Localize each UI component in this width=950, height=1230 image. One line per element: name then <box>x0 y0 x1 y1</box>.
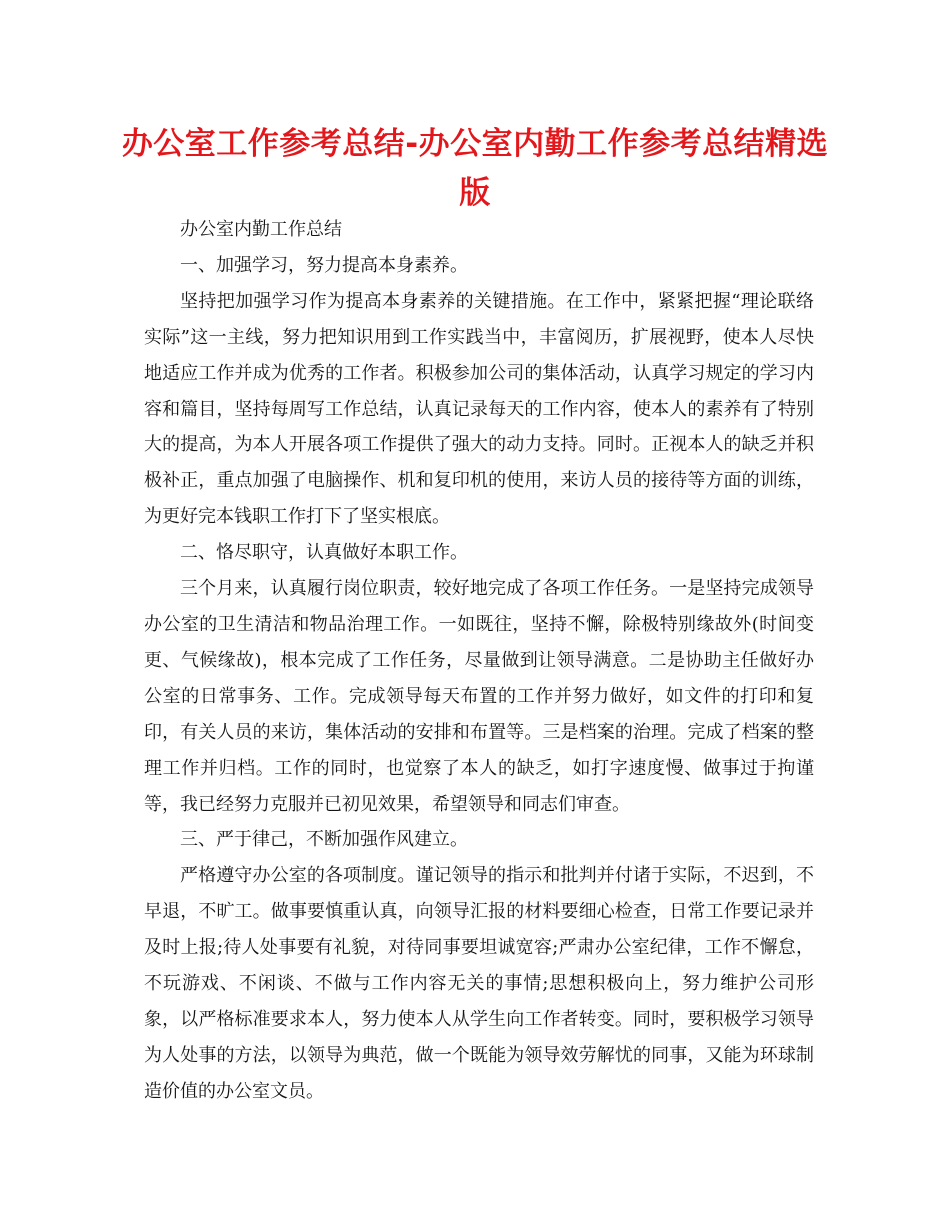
section-heading-2: 二、恪尽职守，认真做好本职工作。 <box>180 542 468 564</box>
section-heading-3: 三、严于律己，不断加强作风建立。 <box>180 829 468 851</box>
section-heading-1: 一、加强学习，努力提高本身素养。 <box>180 254 468 276</box>
paragraph-2: 三个月来，认真履行岗位职责，较好地完成了各项工作任务。一是坚持完成领导办公室的卫生清洁和物品治理工作。一如既往，坚持不懈，除极特别缘故外(时间变更、气候缘故)，根本完成了工作任务，尽量做到让领导满意。二是协助主任做好办公室的日常事务、工作。完成领导每天布置的工作并努力做好，如文件的打印和复印，有关人员的来访，集体活动的安排和布置等。三是档案的治理。完成了档案的整理工作并归档。工作的同时，也觉察了本人的缺乏，如打字速度慢、做事过于拘谨等，我已经努力克服并已初见效果，希望领导和同志们审查。 <box>144 578 814 815</box>
document-title: 办公室工作参考总结-办公室内勤工作参考总结精选版 <box>121 126 829 211</box>
section-heading-summary: 办公室内勤工作总结 <box>180 219 342 240</box>
paragraph-1: 坚持把加强学习作为提高本身素养的关键措施。在工作中，紧紧把握“理论联络实际”这一主线，努力把知识用到工作实践当中，丰富阅历，扩展视野，使本人尽快地适应工作并成为优秀的工作者。积极参加公司的集体活动，认真学习规定的学习内容和篇目，坚持每周写工作总结，认真记录每天的工作内容，使本人的素养有了特别大的提高，为本人开展各项工作提供了强大的动力支持。同时。正视本人的缺乏并积极补正，重点加强了电脑操作、机和复印机的使用，来访人员的接待等方面的训练，为更好完本钱职工作打下了坚实根底。 <box>144 290 814 528</box>
document-body <box>144 212 814 1110</box>
paragraph-3: 严格遵守办公室的各项制度。谨记领导的指示和批判并付诸于实际，不迟到，不早退，不旷工。做事要慎重认真，向领导汇报的材料要细心检查，日常工作要记录并及时上报;待人处事要有礼貌，对待同事要坦诚宽容;严肃办公室纪律，工作不懈怠，不玩游戏、不闲谈、不做与工作内容无关的事情;思想积极向上，努力维护公司形象，以严格标准要求本人，努力使本人从学生向工作者转变。同时，要积极学习领导为人处事的方法，以领导为典范，做一个既能为领导效劳解忧的同事，又能为环球制造价值的办公室文员。 <box>144 865 814 1102</box>
